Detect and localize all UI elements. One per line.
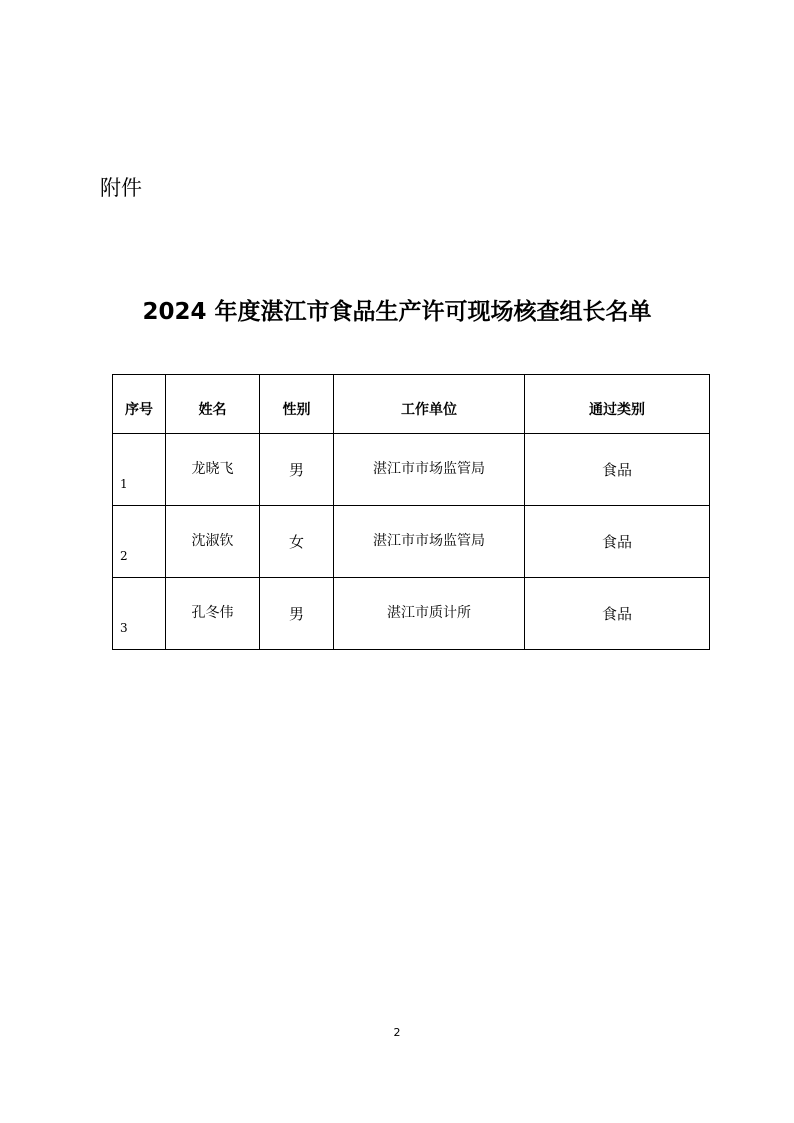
header-category: 通过类别 xyxy=(525,375,710,434)
cell-seq: 1 xyxy=(113,434,166,506)
cell-gender: 男 xyxy=(260,578,334,650)
attachment-label: 附件 xyxy=(100,176,142,200)
cell-unit: 湛江市质计所 xyxy=(334,578,525,650)
cell-name: 沈淑钦 xyxy=(166,506,260,578)
header-unit: 工作单位 xyxy=(334,375,525,434)
cell-gender: 男 xyxy=(260,434,334,506)
cell-unit: 湛江市市场监管局 xyxy=(334,506,525,578)
cell-name: 孔冬伟 xyxy=(166,578,260,650)
leader-roster-table xyxy=(112,374,710,650)
table-row xyxy=(113,578,710,650)
page-number: 2 xyxy=(393,1026,401,1039)
table-row xyxy=(113,434,710,506)
header-name: 姓名 xyxy=(166,375,260,434)
cell-category: 食品 xyxy=(525,578,710,650)
cell-name: 龙晓飞 xyxy=(166,434,260,506)
cell-category: 食品 xyxy=(525,434,710,506)
page-title: 2024 年度湛江市食品生产许可现场核查组长名单 xyxy=(142,299,652,325)
table-header-row xyxy=(113,375,710,434)
header-seq: 序号 xyxy=(113,375,166,434)
cell-seq: 2 xyxy=(113,506,166,578)
cell-category: 食品 xyxy=(525,506,710,578)
header-gender: 性别 xyxy=(260,375,334,434)
table-row xyxy=(113,506,710,578)
cell-seq: 3 xyxy=(113,578,166,650)
cell-unit: 湛江市市场监管局 xyxy=(334,434,525,506)
cell-gender: 女 xyxy=(260,506,334,578)
